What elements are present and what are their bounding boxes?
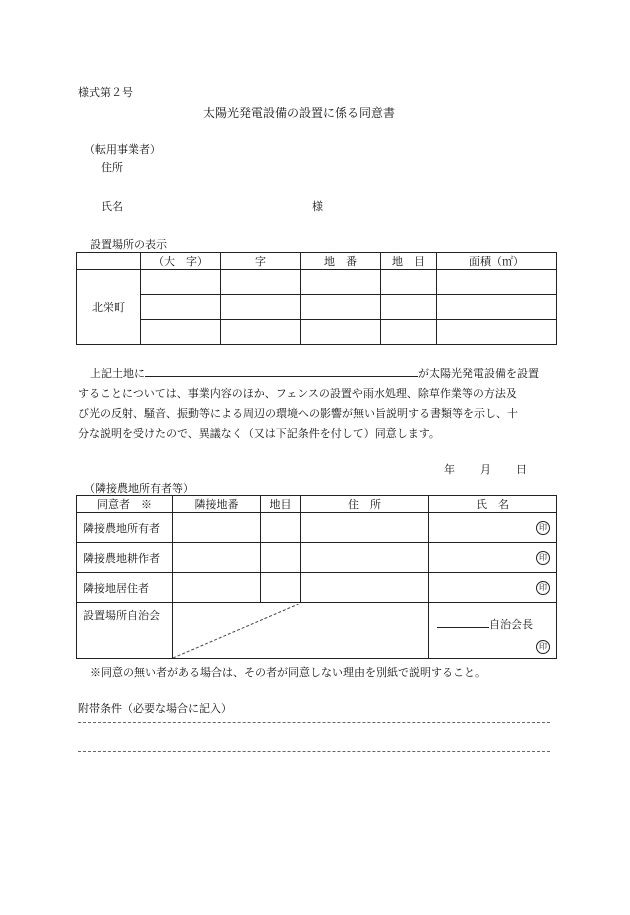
location-cell[interactable]: [141, 270, 221, 295]
consent-cell[interactable]: [173, 543, 261, 573]
location-cell[interactable]: [141, 320, 221, 345]
location-table: [76, 252, 557, 345]
applicant-name-label: 氏名: [101, 200, 123, 213]
association-slashed-cell: [173, 603, 429, 659]
town-name: 北栄町: [77, 270, 141, 345]
location-cell[interactable]: [221, 270, 301, 295]
location-cell[interactable]: [221, 295, 301, 320]
location-header-chiban: 地 番: [301, 253, 381, 270]
conditions-line-2[interactable]: [78, 751, 550, 752]
footnote: ※同意の無い者がある場合は、その者が同意しない理由を別紙で説明すること。: [90, 666, 486, 679]
diagonal-slash-line: [173, 604, 428, 658]
statement-line-2: することについては、事業内容のほか、フェンスの設置や雨水処理、除草作業等の方法及: [78, 387, 517, 400]
consent-heading: （隣接農地所有者等）: [84, 482, 194, 495]
statement-line-3: び光の反射、騒音、振動等による周辺の環境への影響が無い旨説明する書類等を示し、十: [78, 407, 518, 420]
conditions-line-1[interactable]: [78, 722, 550, 723]
consenter-adjacent-owner: 隣接農地所有者: [77, 513, 173, 543]
location-cell[interactable]: [381, 320, 437, 345]
location-heading: 設置場所の表示: [90, 238, 167, 251]
location-cell[interactable]: [301, 320, 381, 345]
seal-icon: 印: [536, 581, 550, 595]
operator-name-blank[interactable]: [145, 365, 418, 377]
consent-name-cell[interactable]: [429, 513, 557, 543]
honorific: 様: [312, 200, 323, 213]
consent-cell[interactable]: [261, 573, 301, 603]
consent-cell[interactable]: [301, 543, 429, 573]
chief-name-blank[interactable]: [437, 616, 489, 628]
consenter-adjacent-cultivator: 隣接農地耕作者: [77, 543, 173, 573]
applicant-heading: （転用事業者）: [84, 143, 161, 156]
consenter-adjacent-resident: 隣接地居住者: [77, 573, 173, 603]
location-cell[interactable]: [141, 295, 221, 320]
date-day: 日: [516, 463, 527, 476]
consent-table: [76, 495, 557, 659]
consent-cell[interactable]: [301, 573, 429, 603]
consent-header-consenter: 同意者 ※: [77, 496, 173, 513]
consent-header-land-category: 地目: [261, 496, 301, 513]
seal-icon: 印: [536, 551, 550, 565]
consent-cell[interactable]: [173, 513, 261, 543]
consent-cell[interactable]: [261, 543, 301, 573]
consenter-neighborhood-association: 設置場所自治会: [77, 603, 173, 659]
consent-cell[interactable]: [261, 513, 301, 543]
location-cell[interactable]: [437, 320, 557, 345]
statement-prefix: 上記土地に: [90, 367, 145, 380]
form-number: 様式第２号: [78, 86, 133, 99]
statement-suffix: が太陽光発電設備を設置: [418, 367, 539, 380]
seal-icon: 印: [536, 521, 550, 535]
document-title: 太陽光発電設備の設置に係る同意書: [203, 106, 396, 120]
consent-cell[interactable]: [173, 573, 261, 603]
chief-label: 自治会長: [489, 618, 533, 631]
date-year: 年: [444, 463, 455, 476]
location-header-oaza: （大 字）: [141, 253, 221, 270]
applicant-address-label: 住所: [101, 161, 123, 174]
statement-line-1: [90, 365, 539, 381]
location-cell[interactable]: [381, 270, 437, 295]
consent-header-name: 氏 名: [429, 496, 557, 513]
consent-name-cell[interactable]: [429, 543, 557, 573]
location-header-chimoku: 地 目: [381, 253, 437, 270]
consent-header-address: 住 所: [301, 496, 429, 513]
conditions-label: 附帯条件（必要な場合に記入）: [78, 702, 232, 715]
location-cell[interactable]: [437, 270, 557, 295]
consent-header-adjacent-lot: 隣接地番: [173, 496, 261, 513]
location-cell[interactable]: [221, 320, 301, 345]
statement-line-4: 分な説明を受けたので、異議なく（又は下記条件を付して）同意します。: [78, 427, 440, 440]
location-header-blank: [77, 253, 141, 270]
location-header-area: 面積（㎡）: [437, 253, 557, 270]
location-cell[interactable]: [301, 295, 381, 320]
date-month: 月: [480, 463, 491, 476]
consent-name-cell[interactable]: [429, 573, 557, 603]
chief-name-cell[interactable]: [429, 603, 557, 659]
location-header-aza: 字: [221, 253, 301, 270]
location-cell[interactable]: [381, 295, 437, 320]
location-cell[interactable]: [301, 270, 381, 295]
seal-icon: 印: [536, 640, 550, 654]
consent-cell[interactable]: [301, 513, 429, 543]
location-cell[interactable]: [437, 295, 557, 320]
